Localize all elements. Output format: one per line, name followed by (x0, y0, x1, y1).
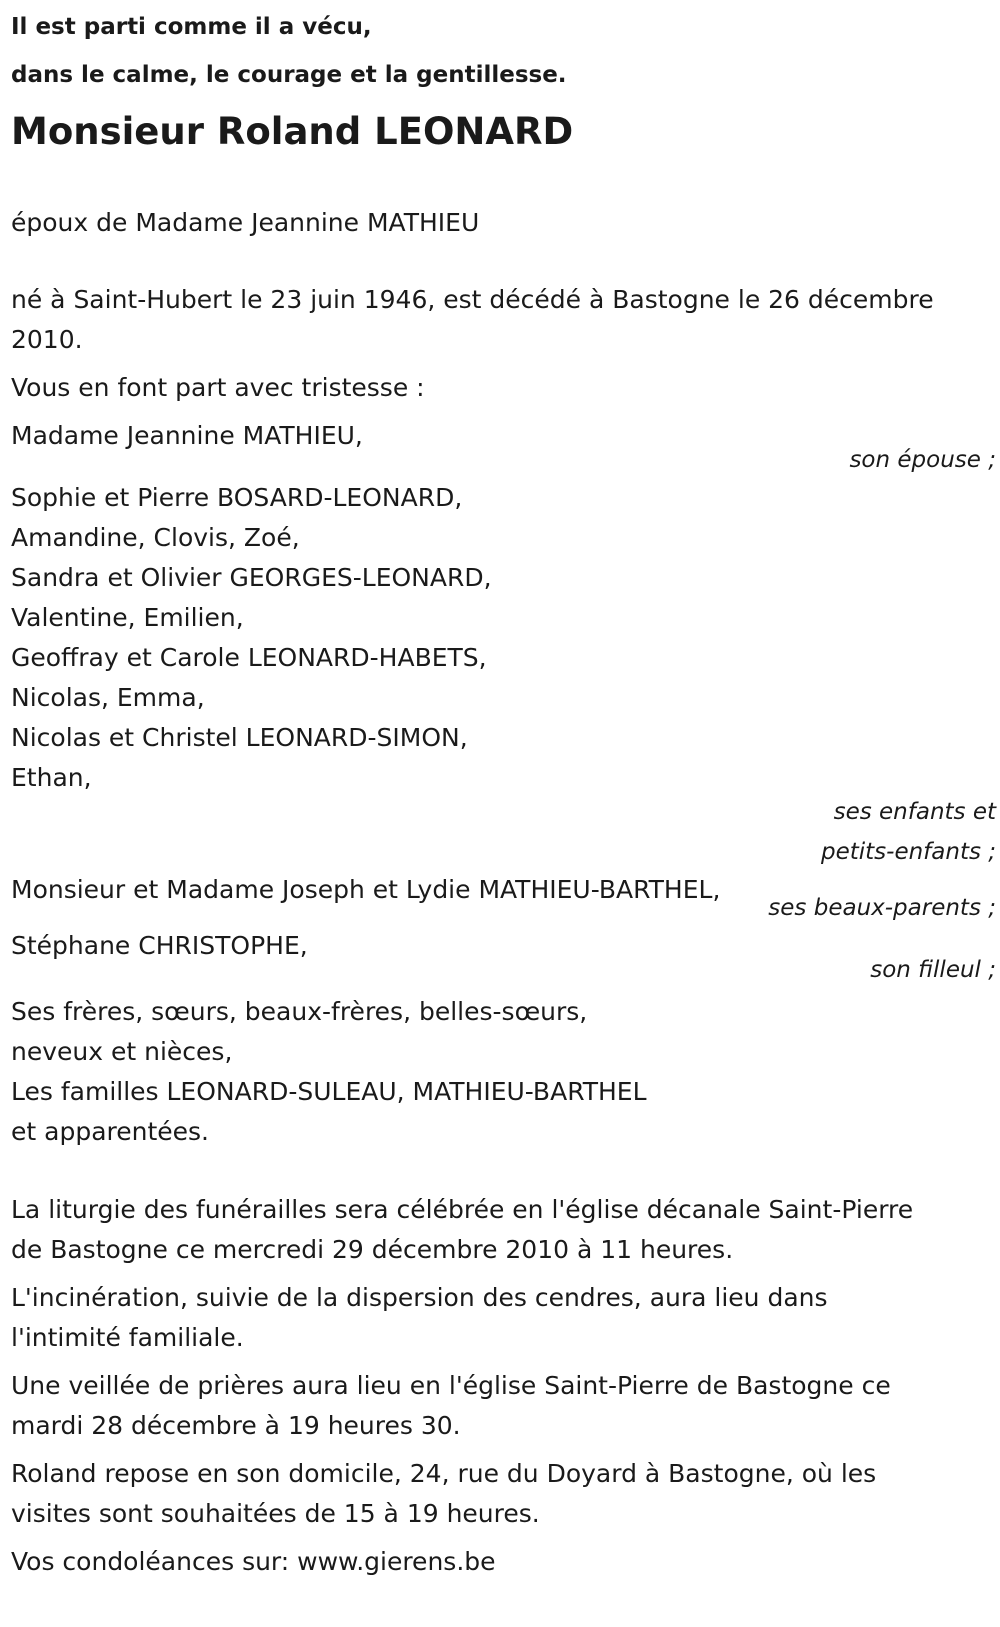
family-member: Les familles LEONARD-SULEAU, MATHIEU-BARTHEL (11, 1077, 647, 1106)
family-member: Sophie et Pierre BOSARD-LEONARD, (11, 483, 463, 512)
vigil-info-line: mardi 28 décembre à 19 heures 30. (11, 1411, 461, 1440)
family-member: Stéphane CHRISTOPHE, (11, 931, 308, 960)
family-member: Geoffray et Carole LEONARD-HABETS, (11, 643, 487, 672)
spouse-group (11, 416, 996, 480)
birth-death-line: 2010. (11, 325, 83, 354)
announcement-intro (11, 368, 996, 408)
godson-group (11, 926, 996, 990)
visitation-info (11, 1454, 996, 1534)
cremation-info-line: l'intimité familiale. (11, 1323, 244, 1352)
parents-in-law-group (11, 870, 996, 928)
family-member: et apparentées. (11, 1117, 209, 1146)
spouse-line-text: époux de Madame Jeannine MATHIEU (11, 208, 480, 237)
deceased-name: Monsieur Roland LEONARD (11, 110, 574, 153)
epitaph (11, 3, 996, 99)
obituary-notice (11, 0, 996, 1582)
announcement-intro-text: Vous en font part avec tristesse : (11, 373, 425, 402)
birth-death-line: né à Saint-Hubert le 23 juin 1946, est décédé à Bastogne le 26 décembre (11, 285, 934, 314)
funeral-info-line: de Bastogne ce mercredi 29 décembre 2010 à 11 heures. (11, 1235, 734, 1264)
relation-label-line: ses enfants et (833, 799, 996, 825)
children-group (11, 478, 996, 872)
vigil-info (11, 1366, 996, 1446)
relation-label: son épouse ; (849, 447, 996, 473)
condolences (11, 1542, 996, 1582)
funeral-info (11, 1190, 996, 1270)
family-member: Amandine, Clovis, Zoé, (11, 523, 300, 552)
family-member: Nicolas, Emma, (11, 683, 205, 712)
relation-label: ses beaux-parents ; (768, 895, 996, 921)
visitation-info-line: visites sont souhaitées de 15 à 19 heures. (11, 1499, 540, 1528)
epitaph-line: Il est parti comme il a vécu, (11, 14, 372, 40)
visitation-info-line: Roland repose en son domicile, 24, rue du Doyard à Bastogne, où les (11, 1459, 877, 1488)
family-member: Nicolas et Christel LEONARD-SIMON, (11, 723, 468, 752)
family-member: Ethan, (11, 763, 92, 792)
epitaph-line: dans le calme, le courage et la gentillesse. (11, 62, 567, 88)
family-member: Valentine, Emilien, (11, 603, 244, 632)
cremation-info-line: L'incinération, suivie de la dispersion des cendres, aura lieu dans (11, 1283, 828, 1312)
family-member: neveux et nièces, (11, 1037, 233, 1066)
extended-family (11, 992, 996, 1152)
family-member: Monsieur et Madame Joseph et Lydie MATHIEU-BARTHEL, (11, 875, 721, 904)
birth-death-info (11, 280, 996, 360)
cremation-info (11, 1278, 996, 1358)
vigil-info-line: Une veillée de prières aura lieu en l'église Saint-Pierre de Bastogne ce (11, 1371, 891, 1400)
condolences-text: Vos condoléances sur: www.gierens.be (11, 1547, 496, 1576)
relation-label (11, 792, 996, 872)
family-member: Madame Jeannine MATHIEU, (11, 421, 363, 450)
family-member: Sandra et Olivier GEORGES-LEONARD, (11, 563, 492, 592)
family-member: Ses frères, sœurs, beaux-frères, belles-sœurs, (11, 997, 588, 1026)
relation-label: son filleul ; (870, 957, 996, 983)
spouse-line (11, 203, 996, 243)
relation-label-line: petits-enfants ; (820, 839, 996, 865)
funeral-info-line: La liturgie des funérailles sera célébrée en l'église décanale Saint-Pierre (11, 1195, 914, 1224)
